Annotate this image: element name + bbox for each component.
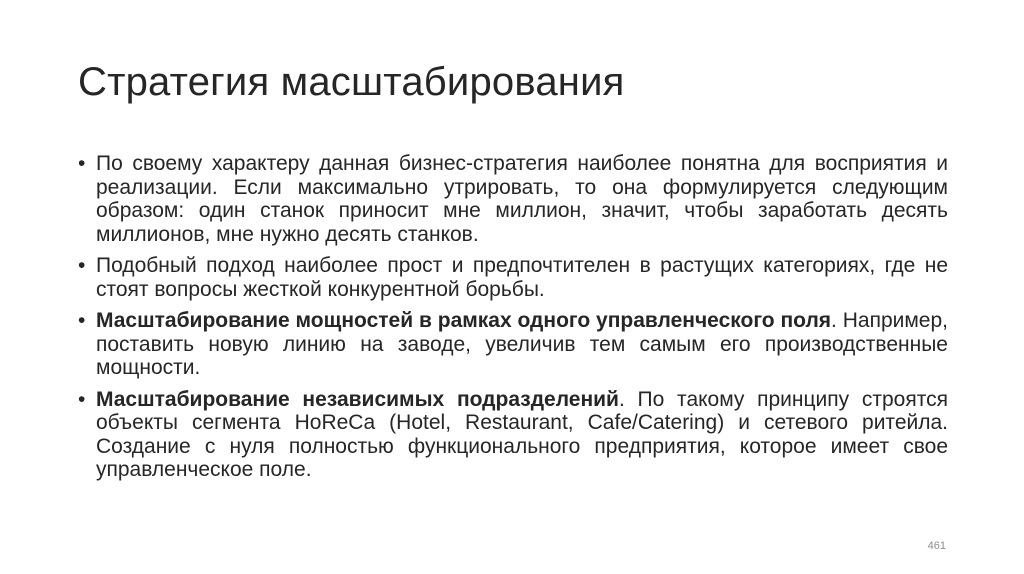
bullet-text [96, 254, 948, 301]
bullet-text-body: По своему характеру данная бизнес-стратегия наиболее понятна для восприятия и реализации. Если максимально утрировать, то она формулируется следующим образом: один станок приносит мне миллион, значит, чтобы заработать десять миллионов, мне нужно десять станков. [96, 152, 948, 246]
bullet-text-bold: Масштабирование независимых подразделений [96, 387, 619, 411]
bullet-icon: • [78, 254, 86, 277]
bullet-text-body: . По такому принципу строятся объекты сегмента HoReCa (Hotel, Restaurant, Cafe/Catering) и сетевого ритейла. Создание с нуля полностью функционального предприятия, которое имеет свое управленческое поле. [96, 387, 948, 481]
bullet-item [78, 254, 948, 301]
bullet-icon: • [78, 309, 86, 332]
bullet-text [96, 152, 948, 246]
bullet-list [78, 152, 948, 490]
bullet-item [78, 152, 948, 246]
bullet-icon: • [78, 387, 86, 411]
slide-title: Стратегия масштабирования [78, 60, 625, 104]
bullet-icon: • [78, 152, 86, 175]
bullet-item [78, 388, 948, 482]
bullet-text-bold: Масштабирование мощностей в рамках одного управленческого поля [96, 309, 832, 332]
bullet-text-body: Подобный подход наиболее прост и предпочтителен в растущих категориях, где не стоят вопросы жесткой конкурентной борьбы. [96, 254, 948, 301]
bullet-text-body: . Например, поставить новую линию на заводе, увеличив тем самым его производственные мощности. [96, 309, 948, 379]
page-number: 461 [927, 540, 946, 552]
bullet-item [78, 309, 948, 380]
bullet-text [96, 309, 948, 379]
bullet-text [96, 388, 948, 482]
